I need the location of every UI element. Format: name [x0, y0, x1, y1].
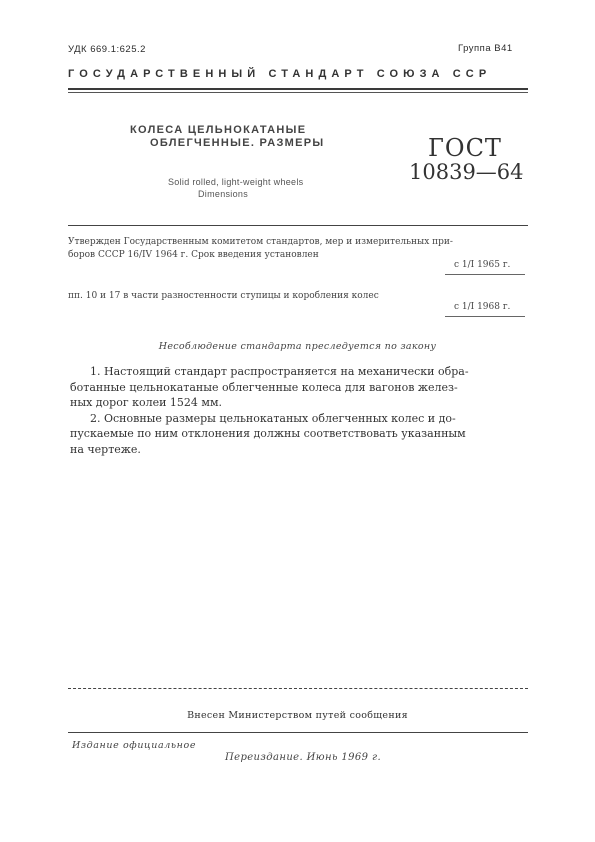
paragraph-1-line-3: ных дорог колеи 1524 мм.	[70, 396, 223, 409]
gost-label: ГОСТ	[428, 134, 502, 162]
title-divider	[68, 225, 528, 226]
paragraph-2-line-2: пускаемые по ним отклонения должны соответствовать указанным	[70, 427, 466, 440]
footer-rule	[68, 732, 528, 733]
group-code: Группа В41	[458, 43, 513, 54]
official-edition: Издание официальное	[72, 740, 197, 751]
english-title-line-2: Dimensions	[198, 189, 249, 199]
russian-title-line-2: ОБЛЕГЧЕННЫЕ. РАЗМЕРЫ	[150, 137, 325, 149]
footer-rule-dashed	[68, 688, 528, 689]
approval-text	[68, 236, 528, 262]
header-rule-thin	[68, 92, 528, 93]
paragraph-2-line-1: 2. Основные размеры цельнокатаных облегченных колес и до-	[90, 411, 456, 425]
effective-date-1: с 1/I 1965 г.	[454, 260, 511, 270]
date-underline-1	[445, 274, 525, 275]
body-text	[70, 364, 530, 457]
russian-title-line-1: КОЛЕСА ЦЕЛЬНОКАТАНЫЕ	[130, 124, 307, 136]
date-underline-2	[445, 316, 525, 317]
legal-notice: Несоблюдение стандарта преследуется по закону	[158, 341, 437, 352]
approval-line-1: Утвержден Государственным комитетом стандартов, мер и измерительных при-	[68, 237, 453, 247]
english-title-line-1: Solid rolled, light-weight wheels	[168, 177, 304, 187]
paragraph-1-line-2: ботанные цельнокатаные облегченные колеса для вагонов желез-	[70, 380, 458, 394]
approval-line-2: боров СССР 16/IV 1964 г. Срок введения установлен	[68, 250, 319, 260]
paragraph-1-line-1: 1. Настоящий стандарт распространяется на механически обра-	[90, 365, 469, 378]
english-title	[168, 176, 303, 200]
reprint-note: Переиздание. Июнь 1969 г.	[225, 752, 382, 763]
paragraph-2-line-3: на чертеже.	[70, 442, 141, 456]
clause-note: пп. 10 и 17 в части разностенности ступицы и коробления колес	[68, 291, 379, 301]
gost-number: 10839—64	[409, 160, 524, 184]
introduced-by: Внесен Министерством путей сообщения	[187, 710, 408, 721]
state-standard-heading: ГОСУДАРСТВЕННЫЙ СТАНДАРТ СОЮЗА ССР	[68, 68, 492, 80]
udk-code: УДК 669.1:625.2	[68, 44, 146, 55]
effective-date-2: с 1/I 1968 г.	[454, 302, 511, 312]
russian-title	[130, 124, 324, 150]
header-rule-thick	[68, 88, 528, 90]
